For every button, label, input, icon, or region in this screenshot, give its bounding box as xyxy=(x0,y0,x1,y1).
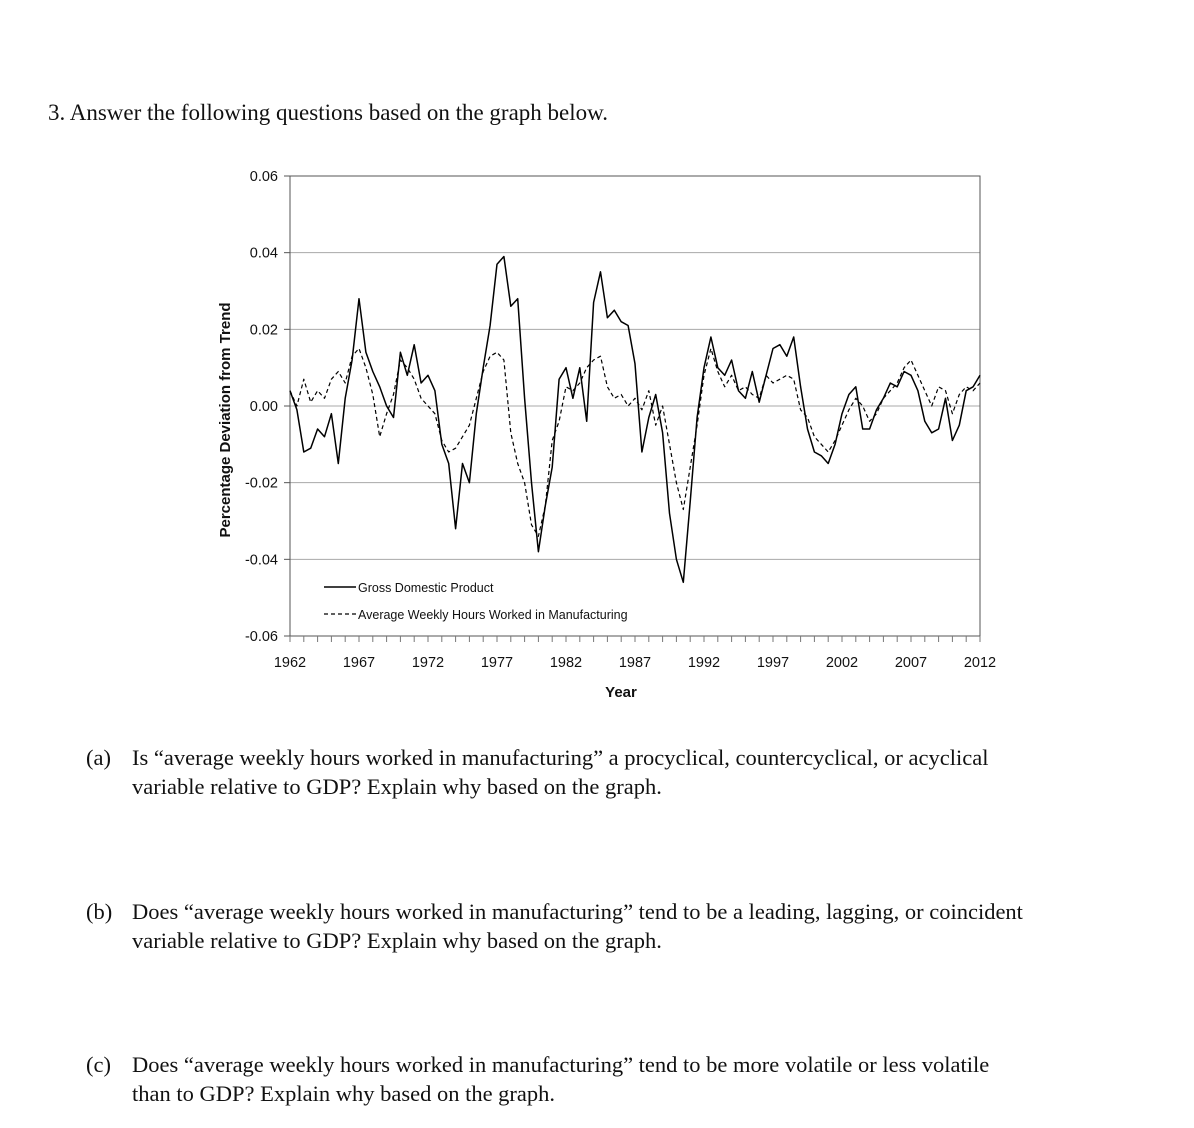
part-b-label: (b) xyxy=(86,899,113,924)
legend-label-gdp: Gross Domestic Product xyxy=(358,581,494,595)
x-tick-label: 1977 xyxy=(480,655,514,671)
x-tick-label: 1972 xyxy=(411,655,445,671)
series-group xyxy=(290,257,980,583)
x-tick-label: 1987 xyxy=(618,655,652,671)
x-tick-label: 2012 xyxy=(963,655,997,671)
x-axis-label: Year xyxy=(605,684,637,701)
y-tick-label: -0.04 xyxy=(244,552,278,569)
series-line-hours xyxy=(290,349,980,537)
y-tick-label: 0.04 xyxy=(249,245,278,262)
y-tick-label: -0.02 xyxy=(244,475,278,492)
y-axis-label: Percentage Deviation from Trend xyxy=(217,302,234,538)
question-heading xyxy=(48,100,608,126)
part-b xyxy=(86,897,1148,955)
x-tick-label: 2007 xyxy=(894,655,928,671)
part-c-label: (c) xyxy=(86,1052,111,1077)
part-c-line2: than to GDP? Explain why based on the graph. xyxy=(132,1081,556,1106)
question-prompt: Answer the following questions based on the graph below. xyxy=(69,100,608,125)
x-tick-label: 1992 xyxy=(687,655,721,671)
part-a-label: (a) xyxy=(86,745,111,770)
y-tick-label: 0.00 xyxy=(249,399,278,415)
part-a xyxy=(86,743,1148,801)
part-c-line1: Does “average weekly hours worked in manufacturing” tend to be more volatile or less volatile xyxy=(132,1052,990,1077)
y-tick-label: 0.02 xyxy=(249,322,278,339)
part-a-line1: Is “average weekly hours worked in manufacturing” a procyclical, countercyclical, or acyclical xyxy=(132,745,989,770)
x-tick-label: 2002 xyxy=(825,655,859,671)
series-line-gdp xyxy=(290,257,980,583)
part-b-line2: variable relative to GDP? Explain why based on the graph. xyxy=(132,928,662,953)
part-c xyxy=(86,1050,1148,1108)
x-tick-label: 1982 xyxy=(549,655,583,671)
legend-label-hours: Average Weekly Hours Worked in Manufacturing xyxy=(358,608,628,622)
y-tick-label: -0.06 xyxy=(244,629,278,645)
x-tick-labels xyxy=(274,655,996,671)
grid-lines xyxy=(284,176,980,636)
y-tick-labels xyxy=(245,169,278,645)
x-tick-label: 1967 xyxy=(342,655,376,671)
part-b-line1: Does “average weekly hours worked in manufacturing” tend to be a leading, lagging, or coincident xyxy=(132,899,1023,924)
x-tick-label: 1962 xyxy=(273,655,307,671)
line-chart xyxy=(200,160,1020,705)
x-minor-ticks xyxy=(290,636,980,642)
part-a-line2: variable relative to GDP? Explain why based on the graph. xyxy=(132,774,662,799)
legend xyxy=(324,581,628,622)
x-tick-label: 1997 xyxy=(756,655,790,671)
question-number: 3. xyxy=(48,100,66,125)
y-tick-label: 0.06 xyxy=(249,169,278,185)
